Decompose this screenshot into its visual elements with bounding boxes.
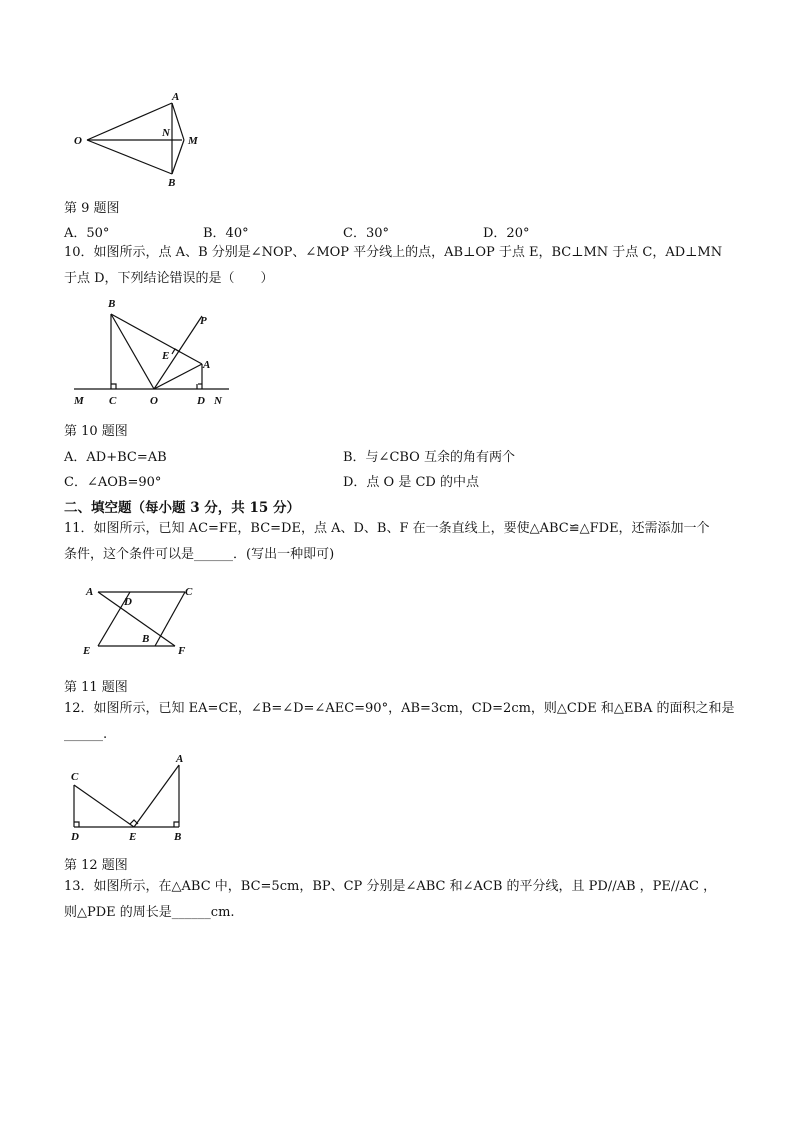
fig12-caption: 第 12 题图 [64,858,128,873]
q12-line1: 12．如图所示，已知 EA=CE，∠B=∠D=∠AEC=90°，AB=3cm，CD=2cm，则△CDE 和△EBA 的面积之和是 [64,701,735,716]
q11-line1: 11．如图所示，已知 AC=FE，BC=DE，点 A、D、B、F 在一条直线上，要使△ABC≌△FDE，还需添加一个 [64,521,710,536]
fig9-label-n: N [162,127,170,139]
fig9-label-b: B [168,177,176,188]
fig10-label-o: O [150,395,158,407]
question-11 [64,516,744,568]
q9-option-c: C．30° [343,226,389,241]
fig11-caption: 第 11 题图 [64,680,128,695]
fig9-label-o: O [74,135,82,147]
q10-line1: 10．如图所示，点 A、B 分别是∠NOP、∠MOP 平分线上的点，AB⊥OP 于点 E，BC⊥MN 于点 C，AD⊥MN [64,245,723,260]
question-12 [64,696,744,748]
fig12-label-b: B [174,831,182,843]
fig9-label-m: M [188,135,198,147]
fig10-label-c: C [109,395,117,407]
q11-line2: 条件，这个条件可以是______．(写出一种即可) [64,547,335,562]
figure-12 [64,750,194,845]
figure-10 [64,292,244,410]
q10-line2: 于点 D，下列结论错误的是（ ） [64,271,274,286]
fig10-caption: 第 10 题图 [64,424,128,439]
fig9-caption: 第 9 题图 [64,201,120,216]
question-10 [64,240,744,292]
fig10-label-p: P [200,315,207,327]
q12-line2: ______. [64,727,108,742]
figure-11 [80,580,210,660]
fig10-label-d: D [197,395,205,407]
fig11-label-b: B [142,633,150,645]
fig11-label-a: A [86,586,94,598]
fig11-label-f: F [178,645,186,657]
fig11-label-c: C [185,586,193,598]
q9-option-d: D．20° [483,226,530,241]
figure-9 [60,88,220,188]
fig12-label-a: A [176,753,184,765]
fig10-label-m: M [74,395,84,407]
section-2-heading: 二、填空题（每小题 3 分，共 15 分） [64,500,300,516]
fig10-label-n: N [214,395,222,407]
question-13 [64,874,744,926]
fig12-label-e: E [129,831,137,843]
fig10-label-e: E [162,350,170,362]
q10-option-d: D．点 O 是 CD 的中点 [343,475,479,490]
fig12-label-c: C [71,771,79,783]
q10-option-b: B．与∠CBO 互余的角有两个 [343,450,515,465]
fig10-label-b: B [108,298,116,310]
q10-option-c: C．∠AOB=90° [64,475,162,490]
q9-option-a: A．50° [64,226,110,241]
fig10-label-a: A [203,359,211,371]
q10-option-a: A．AD+BC=AB [64,450,167,465]
q9-option-b: B．40° [203,226,249,241]
fig11-label-e: E [83,645,91,657]
fig12-label-d: D [71,831,79,843]
fig11-label-d: D [124,596,132,608]
fig9-label-a: A [172,91,180,103]
q13-line2: 则△PDE 的周长是______cm. [64,905,235,920]
q13-line1: 13．如图所示，在△ABC 中，BC=5cm，BP、CP 分别是∠ABC 和∠ACB 的平分线，且 PD//AB ，PE//AC ， [64,879,717,894]
